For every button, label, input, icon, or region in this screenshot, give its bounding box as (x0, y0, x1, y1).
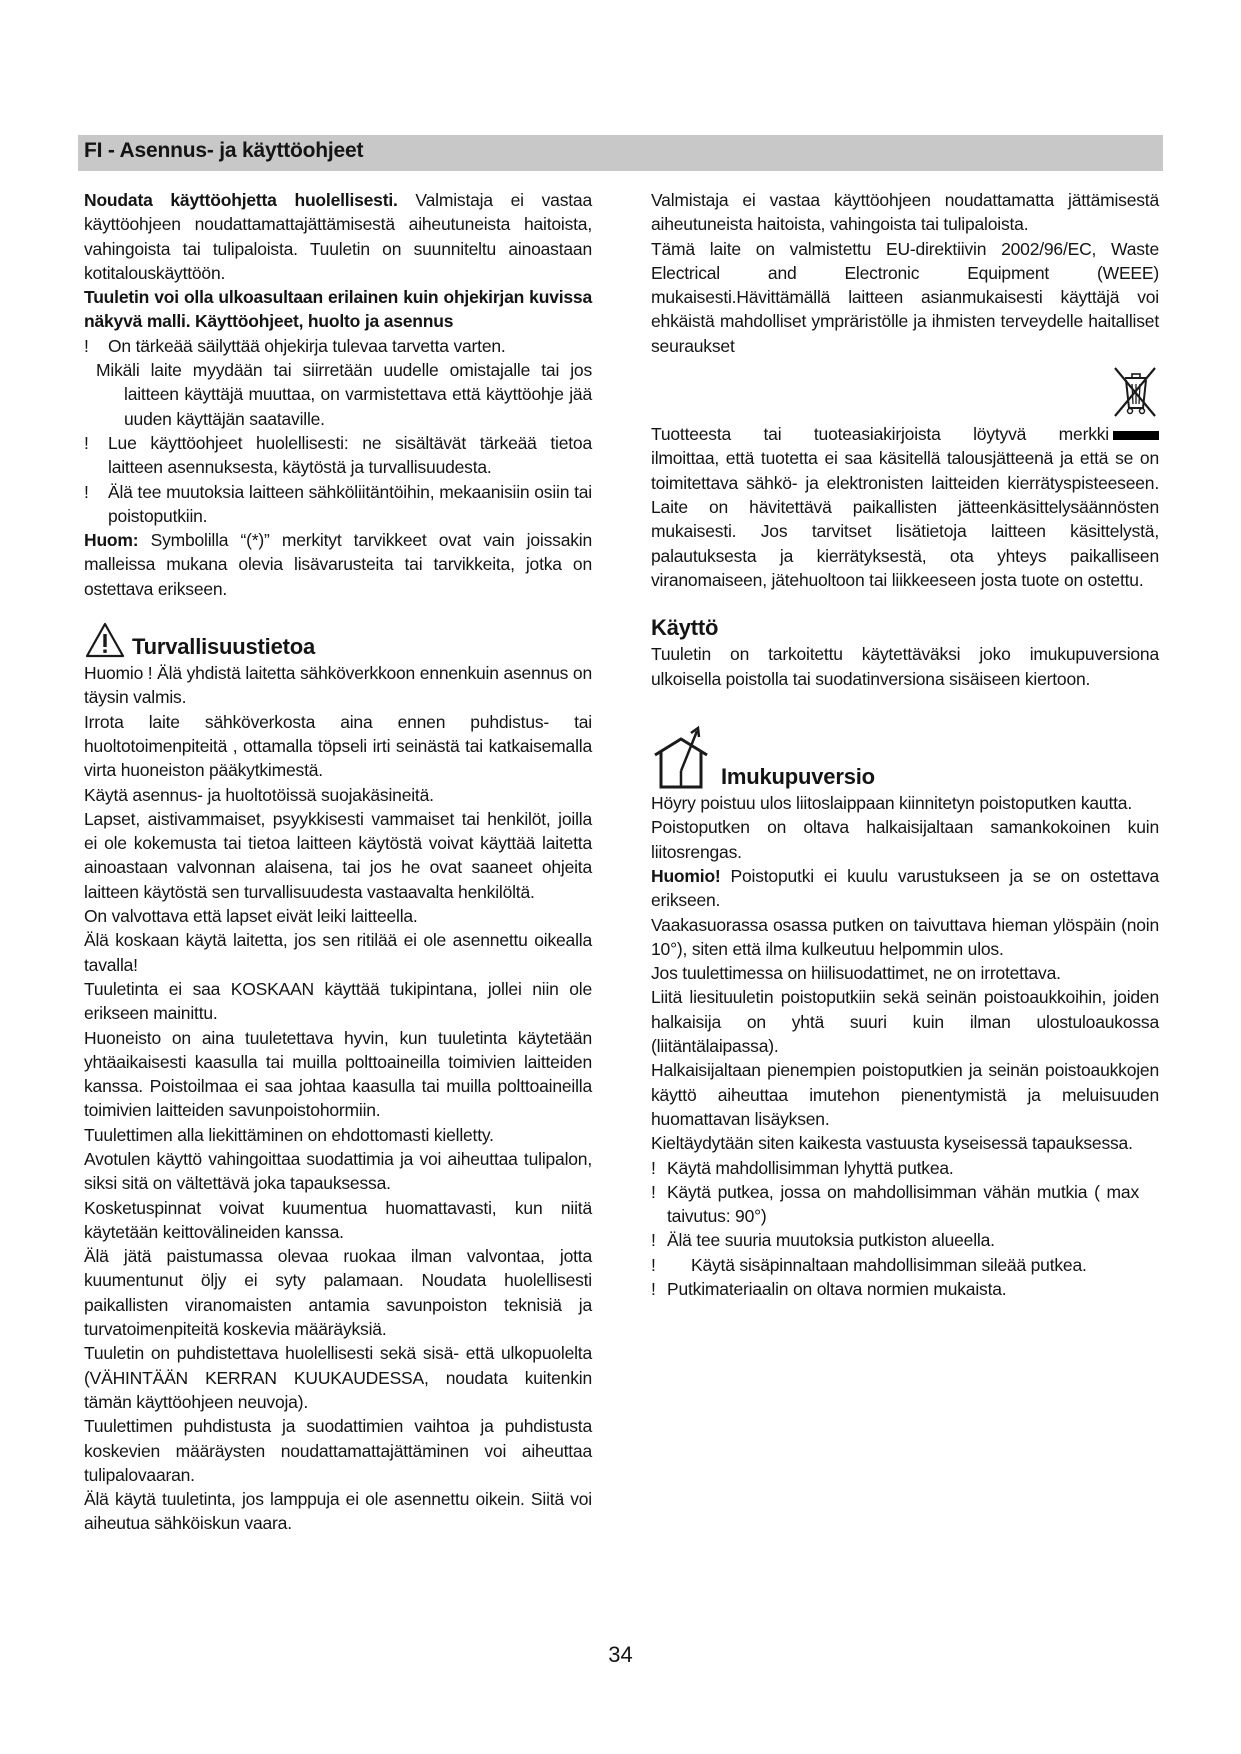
exclamation-mark: ! (651, 1181, 656, 1202)
safety-paragraph: Huomio ! Älä yhdistä laitetta sähköverkkoon ennenkuin asennus on täysin valmis. (84, 663, 592, 708)
safety-heading (84, 621, 592, 659)
weee-paragraph-1: Tämä laite on valmistettu EU-direktiivin 2002/96/EC, Waste Electrical and Electronic Equipment (WEEE) mukaisesti.Hävittämällä laitteen asianmukaisesti käyttäjä voi ehkäistä mahdolliset ympräristölle ja ihmisten terveydelle haitalliset seuraukset (651, 238, 1159, 356)
safety-paragraph: Tuulettimen alla liekittäminen on ehdottomasti kielletty. (84, 1124, 494, 1145)
safety-paragraph: Tuulettimen puhdistusta ja suodattimien vaihtoa ja puhdistusta koskevien määräysten noudattamattajättäminen voi aiheuttaa tulipalovaaran. (84, 1416, 592, 1485)
safety-paragraph: Käytä asennus- ja huoltotöissä suojakäsineitä. (84, 784, 434, 805)
safety-paragraph: Irrota laite sähköverkosta aina ennen puhdistus- tai huoltotoimenpiteitä , ottamalla töpseli irti seinästä tai katkaisemalla virta huoneiston pääkytkimestä. (84, 711, 592, 781)
safety-paragraph: Tuuletinta ei saa KOSKAAN käyttää tukipintana, jollei niin ole erikseen mainittu. (84, 978, 592, 1024)
safety-paragraph: Kosketuspinnat voivat kuumentua huomattavasti, kun niitä käytetään keittovälineiden kanssa. (84, 1197, 592, 1242)
safety-paragraph: Älä jätä paistumassa olevaa ruokaa ilman valvontaa, jotta kuumentunut öljy ei syty palamaan. Noudata huolellisesti paikallisten viranomaisten antamia savunpoiston teknisiä ja turvatoimenpiteitä koskevia määräyksiä. (84, 1246, 592, 1340)
safety-paragraph: Avotulen käyttö vahingoittaa suodattimia ja voi aiheuttaa tulipalon, siksi sitä on vältettävä joka tapauksessa. (84, 1148, 592, 1194)
warning-triangle-icon (84, 621, 126, 659)
exclamation-mark: ! (651, 1254, 656, 1275)
intro-paragraph (84, 188, 592, 285)
tip-item (651, 1277, 1159, 1301)
safety-paragraph: Lapset, aistivammaiset, psyykkisesti vammaiset tai henkilöt, joilla ei ole kokemusta tai tietoa laitteen käytöstä voivat käyttää laitetta ainoastaan valvonnan alaisena, tai jos he ovat saaneet ohjeita laitteen käytöstä sen turvallisuudesta vastaavalta henkilöltä. (84, 808, 592, 902)
weee-paragraph-2-start: Tuotteesta tai tuoteasiakirjoista löytyvä merkki (651, 422, 1159, 446)
page-title: FI - Asennus- ja käyttöohjeet (84, 139, 364, 162)
keep-manual-item (84, 334, 592, 358)
tip-item (651, 1253, 1159, 1277)
tip-text: Älä tee suuria muutoksia putkiston alueella. (667, 1230, 995, 1251)
black-bar-mark (1113, 431, 1159, 440)
huomio-text: Poistoputki ei kuulu varustukseen ja se on ostettava erikseen. (651, 865, 1159, 911)
liability-text: Valmistaja ei vastaa käyttöohjeen noudattamatta jättämisestä aiheutuneista haitoista, vahingoista tai tulipaloista. (651, 190, 1159, 235)
exclamation-mark: ! (84, 432, 89, 453)
steam-text: Höyry poistuu ulos liitoslaippaan kiinnitetyn poistoputken kautta. (651, 793, 1132, 814)
intro-bold: Noudata käyttöohjetta huolellisesti. (84, 190, 398, 210)
tip-item (651, 1156, 1159, 1180)
weee-paragraph-2-rest: ilmoittaa, että tuotetta ei saa käsitellä talousjätteenä ja että se on toimitettava sähkö- ja elektronisten laitteiden kierrätyspisteeseen. Laite on hävitettävä paikallisten jätteenkäsittelysäännösten mukaisesti. Jos tarvitset lisätietoja laitteen käsittelystä, palautuksesta ja kierrätyksestä, ota yhteys paikalliseen viranomaiseen, jätehuoltoon tai liikkeeseen josta tuote on ostettu. (651, 448, 1159, 590)
huom-label: Huom: (84, 530, 139, 551)
read-carefully-item (84, 431, 592, 480)
huom-paragraph (84, 528, 592, 601)
use-text: Tuuletin on tarkoitettu käytettäväksi joko imukupuversiona ulkoisella poistolla tai suodatinversiona sisäiseen kiertoon. (651, 644, 1159, 689)
crossed-out-bin-icon (1111, 364, 1159, 420)
read-carefully-text: Lue käyttöohjeet huolellisesti: ne sisältävät tärkeää tietoa laitteen asennuksesta, käytöstä ja turvallisuudesta. (108, 432, 592, 478)
safety-paragraph: Huoneisto on aina tuuletettava hyvin, kun tuuletinta käytetään yhtäaikaisesti kaasulla tai muilla polttoaineilla toimivien laitteiden kanssa. Poistoilmaa ei saa johtaa kaasulla tai muilla polttoaineilla toimivien laitteiden savunpoistohormiin. (84, 1027, 592, 1121)
tip-text: Putkimateriaalin on oltava normien mukaista. (667, 1278, 1007, 1299)
left-column (84, 188, 592, 1536)
exclamation-mark: ! (651, 1230, 656, 1251)
tip-text: Käytä sisäpinnaltaan mahdollisimman sileää putkea. (691, 1254, 1087, 1275)
pipe-diameter-text: Poistoputken on oltava halkaisijaltaan samankokoinen kuin liitosrengas. (651, 817, 1159, 862)
exclamation-mark: ! (84, 335, 89, 356)
exclamation-mark: ! (651, 1157, 656, 1178)
intro-text: Valmistaja ei vastaa käyttöohjeen noudattamattajättämisestä aiheutuneista haitoista, vahingoista tai tulipaloista. Tuuletin on suunniteltu ainoastaan kotitalouskäyttöön. (84, 190, 592, 283)
keep-manual-text: On tärkeää säilyttää ohjekirja tulevaa tarvetta varten. (108, 335, 506, 356)
horizontal-text: Vaakasuorassa osassa putken on taivuttava hieman ylöspäin (noin 10°), siten että ilma kulkeutuu helpommin ulos. (651, 914, 1159, 959)
huomio-paragraph (651, 864, 1159, 913)
no-changes-text: Älä tee muutoksia laitteen sähköliitäntöihin, mekaanisiin osiin tai poistoputkiin. (108, 481, 592, 526)
house-exhaust-icon (651, 725, 717, 791)
safety-paragraph: Älä käytä tuuletinta, jos lamppuja ei ole asennettu oikein. Siitä voi aiheutua sähköiskun vaara. (84, 1489, 592, 1534)
huomio-label: Huomio! (651, 865, 721, 886)
tip-text: Käytä mahdollisimman lyhyttä putkea. (667, 1157, 954, 1178)
tip-item (651, 1228, 1159, 1252)
carbon-text: Jos tuulettimessa on hiilisuodattimet, ne on irrotettava. (651, 963, 1061, 984)
suction-title: Imukupuversio (721, 763, 875, 789)
use-heading (651, 616, 1159, 640)
disclaim-text: Kieltäydytään siten kaikesta vastuusta kyseisessä tapauksessa. (651, 1133, 1133, 1154)
new-owner-text: Mikäli laite myydään tai siirretään uudelle omistajalle tai jos laitteen käyttäjä muuttaa, on varmistettava että käyttöohje jää uuden käyttäjän saataville. (96, 360, 592, 429)
suction-heading (651, 725, 1159, 791)
page-number: 34 (608, 1642, 633, 1667)
huom-text: Symbolilla “(*)” merkityt tarvikkeet ovat vain joissakin malleissa mukana olevia lisävarusteita tai tarvikkeita, jotka on ostettava erikseen. (84, 530, 592, 599)
safety-paragraph: Tuuletin on puhdistettava huolellisesti sekä sisä- että ulkopuolelta (VÄHINTÄÄN KERRAN KUUKAUDESSA, noudata kuitenkin tämän käyttöohjeen neuvoja). (84, 1343, 592, 1412)
smaller-text: Halkaisijaltaan pienempien poistoputkien ja seinän poistoaukkojen käyttö aiheuttaa imutehon pienentymistä ja meluisuuden huomattavan lisäyksen. (651, 1060, 1159, 1129)
model-note: Tuuletin voi olla ulkoasultaan erilainen kuin ohjekirjan kuvissa näkyvä malli. Käyttöohjeet, huolto ja asennus (84, 287, 592, 332)
use-title: Käyttö (651, 615, 719, 641)
exclamation-mark: ! (84, 481, 89, 502)
no-changes-item (84, 480, 592, 529)
weee-icon-row (651, 358, 1159, 422)
exclamation-mark: ! (651, 1278, 656, 1299)
right-column (651, 188, 1159, 1301)
tip-item (651, 1180, 1159, 1229)
safety-title: Turvallisuustietoa (132, 633, 316, 659)
safety-paragraph: Älä koskaan käytä laitetta, jos sen ritilää ei ole asennettu oikealla tavalla! (84, 930, 592, 975)
tip-text: Käytä putkea, jossa on mahdollisimman vähän mutkia ( max taivutus: 90°) (667, 1181, 1139, 1227)
connect-text: Liitä liesituuletin poistoputkiin sekä seinän poistoaukkoihin, joiden halkaisija on yhtä suuri kuin ilman ulostuloaukossa (liitäntälaipassa). (651, 987, 1159, 1057)
section-header-bar (78, 135, 1163, 171)
safety-paragraph: On valvottava että lapset eivät leiki laitteella. (84, 906, 418, 927)
